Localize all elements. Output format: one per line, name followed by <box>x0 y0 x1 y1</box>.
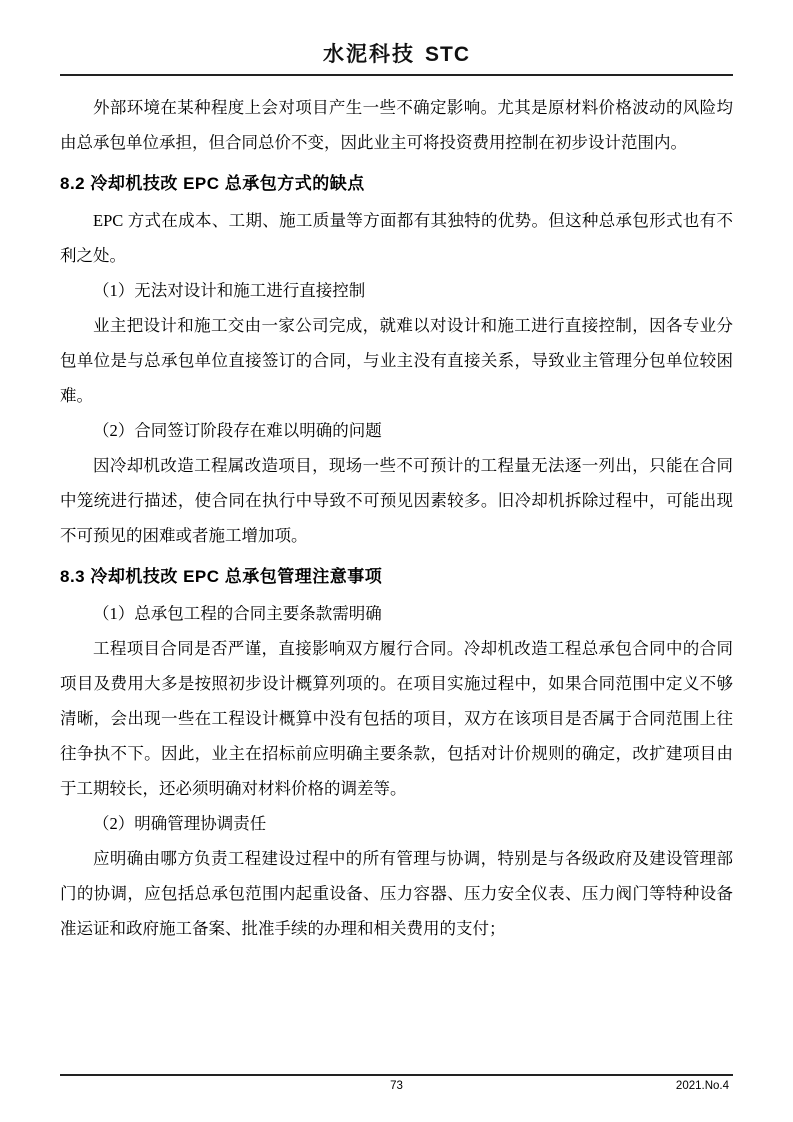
paragraph-8-3-3: （2）明确管理协调责任 <box>93 814 267 833</box>
journal-title: 水泥科技 <box>323 42 415 66</box>
paragraph-intro: 外部环境在某种程度上会对项目产生一些不确定影响。尤其是原材料价格波动的风险均由总承包单位承担，但合同总价不变，因此业主可将投资费用控制在初步设计范围内。 <box>60 98 733 152</box>
paragraph-8-2-2: （1）无法对设计和施工进行直接控制 <box>93 281 366 300</box>
paragraph-8-2-1: EPC 方式在成本、工期、施工质量等方面都有其独特的优势。但这种总承包形式也有不利之处。 <box>60 211 733 265</box>
page-header <box>60 38 733 74</box>
page-number: 73 <box>390 1080 403 1092</box>
paragraph-8-2-3: 业主把设计和施工交由一家公司完成，就难以对设计和施工进行直接控制，因各专业分包单位是与总承包单位直接签订的合同，与业主没有直接关系，导致业主管理分包单位较困难。 <box>60 316 733 405</box>
heading-8-2: 8.2 冷却机技改 EPC 总承包方式的缺点 <box>60 174 365 193</box>
header-divider <box>60 74 733 76</box>
heading-8-3: 8.3 冷却机技改 EPC 总承包管理注意事项 <box>60 567 383 586</box>
journal-abbreviation: STC <box>425 43 470 66</box>
issue-label: 2021.No.4 <box>675 1080 729 1092</box>
paragraph-8-3-2: 工程项目合同是否严谨，直接影响双方履行合同。冷却机改造工程总承包合同中的合同项目及费用大多是按照初步设计概算列项的。在项目实施过程中，如果合同范围中定义不够清晰，会出现一些在工程设计概算中没有包括的项目，双方在该项目是否属于合同范围上往往争执不下。因此，业主在招标前应明确主要条款，包括对计价规则的确定，改扩建项目由于工期较长，还必须明确对材料价格的调差等。 <box>60 639 733 798</box>
footer-divider <box>60 1074 733 1076</box>
article-body <box>60 90 733 946</box>
paragraph-8-3-4: 应明确由哪方负责工程建设过程中的所有管理与协调，特别是与各级政府及建设管理部门的协调，应包括总承包范围内起重设备、压力容器、压力安全仪表、压力阀门等特种设备准运证和政府施工备案、批准手续的办理和相关费用的支付； <box>60 849 733 938</box>
footer-row <box>60 1080 733 1098</box>
paragraph-8-3-1: （1）总承包工程的合同主要条款需明确 <box>93 604 382 623</box>
page-footer <box>60 1074 733 1100</box>
page-content <box>60 38 733 1084</box>
paragraph-8-2-4: （2）合同签订阶段存在难以明确的问题 <box>93 421 382 440</box>
paragraph-8-2-5: 因冷却机改造工程属改造项目，现场一些不可预计的工程量无法逐一列出，只能在合同中笼统进行描述，使合同在执行中导致不可预见因素较多。旧冷却机拆除过程中，可能出现不可预见的困难或者施工增加项。 <box>60 456 733 545</box>
